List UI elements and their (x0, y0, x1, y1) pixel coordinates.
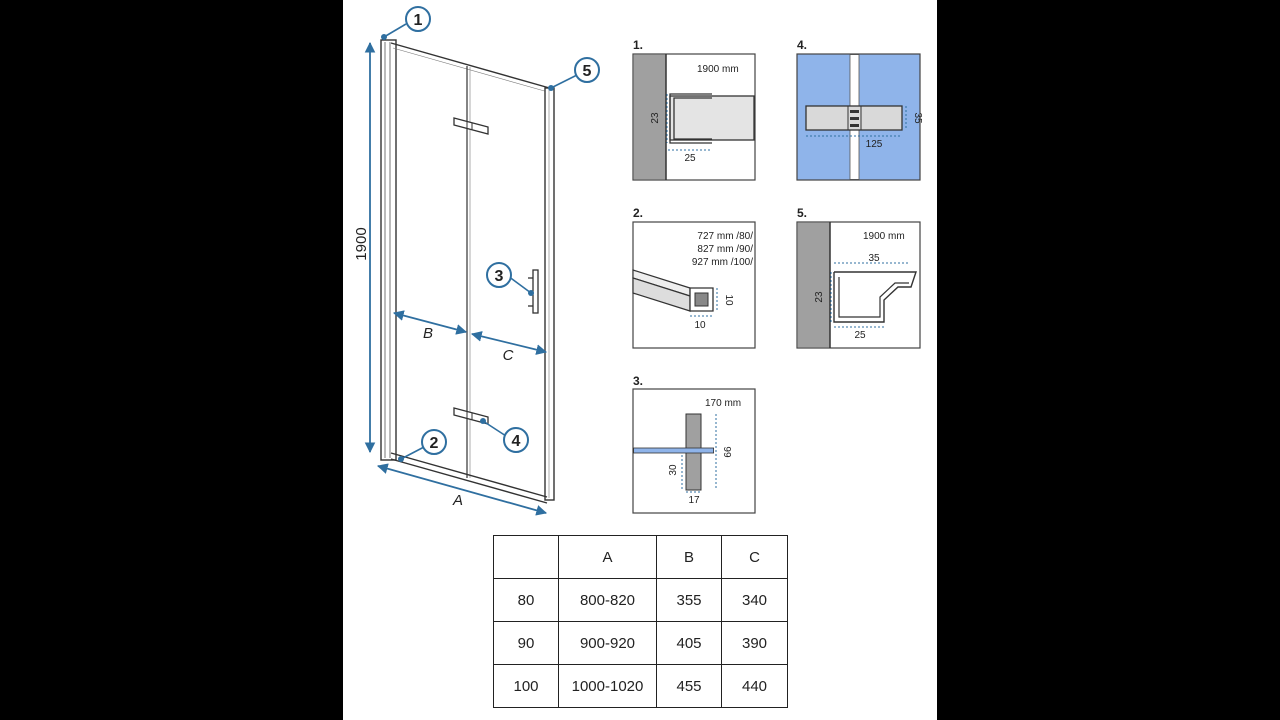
detail-3-width-17: 17 (688, 495, 700, 506)
detail-1-height: 23 (650, 112, 661, 124)
detail-2-length-90: 827 mm /90/ (697, 244, 753, 255)
detail-2 (633, 206, 755, 348)
detail-2-length-100: 927 mm /100/ (691, 257, 753, 268)
door-top-edge (391, 43, 553, 89)
table-cell: 355 (657, 579, 722, 622)
table-header-cell: C (722, 536, 788, 579)
detail-3-glass (634, 448, 714, 453)
detail-1-length: 1900 mm (697, 64, 739, 75)
detail-2-side-width: 10 (694, 320, 706, 331)
table-cell: 340 (722, 579, 788, 622)
upper-hinge (454, 118, 488, 134)
table-cell: 90 (494, 622, 559, 665)
callout-4-label: 4 (511, 433, 521, 450)
detail-3-height-66: 66 (723, 446, 734, 458)
detail-4-number: 4. (797, 38, 808, 52)
table-cell: 80 (494, 579, 559, 622)
dimension-a-label: A (452, 492, 464, 509)
detail-5-width-35: 35 (868, 253, 880, 264)
table-cell: 1000-1020 (559, 665, 657, 708)
table-cell: 800-820 (559, 579, 657, 622)
detail-5-width-25: 25 (854, 330, 866, 341)
table-row (494, 579, 788, 622)
detail-3 (633, 374, 755, 513)
shower-door-drawing (353, 7, 599, 513)
detail-1-number: 1. (633, 38, 644, 52)
table-header-cell: A (559, 536, 657, 579)
size-table (493, 535, 788, 708)
dimension-b-label: B (422, 325, 434, 342)
door-handle (533, 270, 538, 313)
detail-1-width: 25 (684, 153, 696, 164)
detail-2-length-80: 727 mm /80/ (697, 231, 753, 242)
callout-2-label: 2 (429, 435, 439, 452)
dimension-c-label: C (502, 347, 514, 364)
detail-4 (797, 38, 923, 180)
table-header-row (494, 536, 788, 579)
table-cell: 405 (657, 622, 722, 665)
detail-5-wall (798, 223, 830, 348)
detail-3-height-30: 30 (668, 464, 679, 476)
table-row (494, 665, 788, 708)
detail-3-number: 3. (633, 374, 644, 388)
right-profile (545, 88, 554, 500)
table-cell: 440 (722, 665, 788, 708)
table-header-cell: B (657, 536, 722, 579)
table-header-cell (494, 536, 559, 579)
detail-1 (633, 38, 755, 180)
callout-1-label: 1 (413, 12, 423, 29)
door-bottom-edge (391, 453, 547, 497)
height-dimension-label: 1900 (353, 227, 370, 261)
table-cell: 100 (494, 665, 559, 708)
detail-5-height-23: 23 (814, 291, 825, 303)
detail-3-length: 170 mm (705, 398, 742, 409)
table-cell: 390 (722, 622, 788, 665)
callout-5-label: 5 (582, 63, 592, 80)
detail-2-side-height: 10 (723, 294, 734, 306)
callout-3-label: 3 (494, 268, 504, 285)
detail-4-height: 35 (912, 112, 923, 124)
detail-2-number: 2. (633, 206, 644, 220)
wall-profile (381, 40, 396, 460)
detail-5 (797, 206, 920, 348)
table-cell: 455 (657, 665, 722, 708)
detail-4-width: 125 (865, 139, 883, 150)
table-row (494, 622, 788, 665)
detail-5-number: 5. (797, 206, 808, 220)
table-cell: 900-920 (559, 622, 657, 665)
detail-5-length: 1900 mm (863, 231, 905, 242)
